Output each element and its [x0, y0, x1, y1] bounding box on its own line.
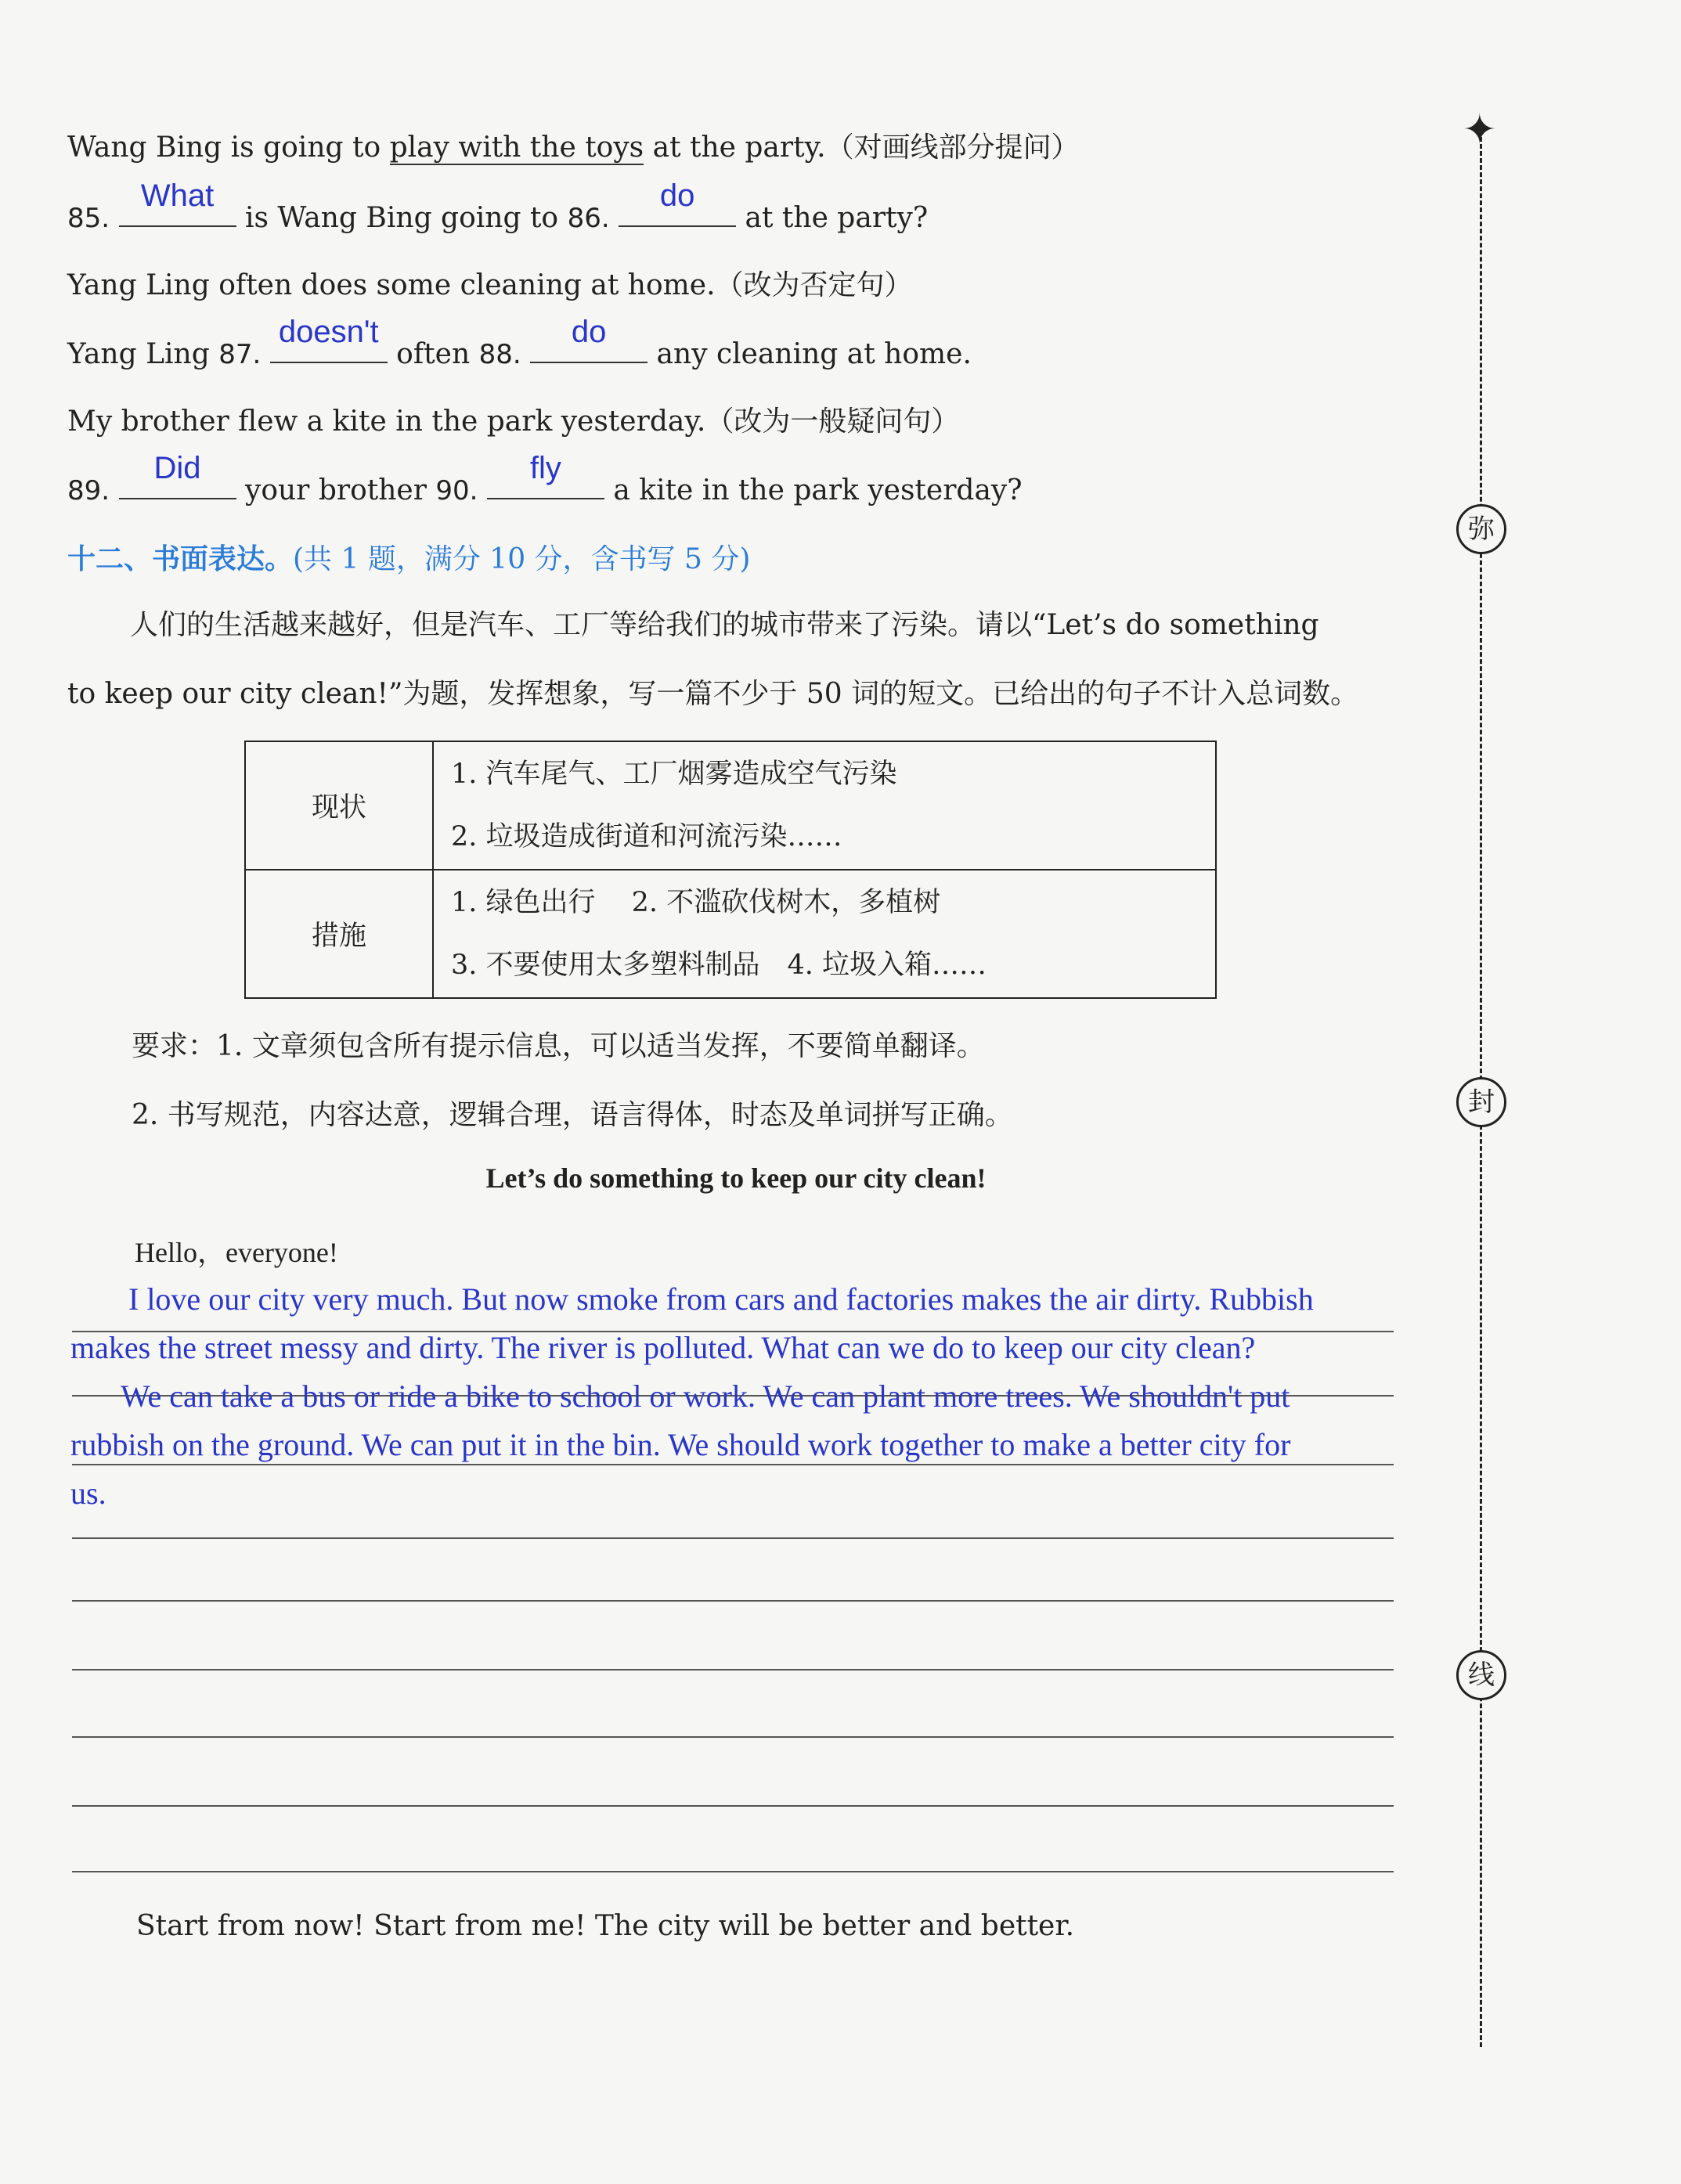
writing-rule — [72, 1600, 1394, 1602]
question-number: 87. — [218, 339, 262, 370]
requirement-2: 2. 书写规范，内容达意，逻辑合理，语言得体，时态及单词拼写正确。 — [132, 1099, 1013, 1131]
question-number: 86. — [567, 203, 610, 234]
instruction-line-2: to keep our city clean!”为题，发挥想象，写一篇不少于 50 词的短文。已给出的句子不计入总词数。 — [67, 678, 1359, 710]
q89-90-answer-line: 89. Did your brother 90. fly a kite in the park yesterday? — [67, 451, 1023, 506]
hint-category: 措施 — [245, 870, 433, 998]
q85-prompt: Wang Bing is going to play with the toys at the party.（对画线部分提问） — [67, 132, 1080, 164]
binding-mark: 线 — [1456, 1650, 1506, 1700]
hint-category: 现状 — [245, 741, 433, 870]
q87-prompt: Yang Ling often does some cleaning at home.（改为否定句） — [67, 269, 913, 301]
answer-blank-85[interactable]: What — [119, 194, 236, 227]
essay-closing: Start from now! Start from me! The city will be better and better. — [136, 1910, 1075, 1942]
essay-greeting: Hello，everyone! — [135, 1237, 338, 1268]
q85-86-answer-line: 85. What is Wang Bing going to 86. do at the party? — [67, 178, 929, 234]
essay-title: Let’s do something to keep our city clean! — [485, 1162, 987, 1194]
essay-line: I love our city very much. But now smoke from cars and factories makes the air dirty. Rubbish — [128, 1281, 1314, 1317]
q89-prompt: My brother flew a kite in the park yesterday.（改为一般疑问句） — [67, 405, 960, 438]
hints-table — [244, 741, 1217, 999]
essay-line: makes the street messy and dirty. The river is polluted. What can we do to keep our city clean? — [70, 1330, 1256, 1365]
hint-item: 1. 汽车尾气、工厂烟雾造成空气污染 — [451, 759, 897, 790]
question-number: 85. — [67, 203, 110, 234]
essay-line: us. — [70, 1476, 106, 1511]
answer-blank-89[interactable]: Did — [119, 467, 236, 499]
table-row — [245, 741, 1216, 870]
question-number: 90. — [435, 475, 478, 506]
hint-item: 1. 绿色出行 2. 不滥砍伐树木，多植树 — [451, 887, 941, 918]
writing-rule — [72, 1871, 1394, 1872]
table-row — [245, 870, 1216, 998]
instruction-line-1: 人们的生活越来越好，但是汽车、工厂等给我们的城市带来了污染。请以“Let’s do something — [130, 609, 1319, 641]
answer-blank-88[interactable]: do — [530, 330, 648, 363]
writing-rule — [72, 1464, 1394, 1465]
binding-mark: 弥 — [1456, 504, 1506, 554]
underlined-phrase: play with the toys — [389, 132, 644, 164]
star-icon: ✦ — [1463, 106, 1497, 153]
writing-rule — [72, 1537, 1394, 1539]
essay-line: rubbish on the ground. We can put it in the bin. We should work together to make a better city for — [70, 1427, 1291, 1462]
answer-blank-90[interactable]: fly — [487, 467, 604, 499]
hint-item: 2. 垃圾造成街道和河流污染…… — [451, 821, 842, 852]
requirement-1: 要求：1. 文章须包含所有提示信息，可以适当发挥，不要简单翻译。 — [132, 1030, 985, 1062]
question-number: 89. — [67, 475, 110, 506]
hint-item: 3. 不要使用太多塑料制品 4. 垃圾入箱…… — [451, 950, 987, 981]
writing-rule — [72, 1805, 1394, 1807]
binding-mark: 封 — [1456, 1077, 1506, 1127]
answer-blank-87[interactable]: doesn't — [270, 330, 388, 363]
writing-rule — [72, 1669, 1394, 1670]
section-heading: 十二、书面表达。(共 1 题，满分 10 分，含书写 5 分) — [67, 543, 751, 575]
q87-88-answer-line: Yang Ling 87. doesn't often 88. do any cleaning at home. — [67, 315, 972, 370]
question-number: 88. — [478, 339, 521, 370]
writing-rule — [72, 1736, 1394, 1738]
essay-line: We can take a bus or ride a bike to school or work. We can plant more trees. We shouldn't put — [121, 1379, 1290, 1414]
answer-blank-86[interactable]: do — [619, 194, 736, 227]
